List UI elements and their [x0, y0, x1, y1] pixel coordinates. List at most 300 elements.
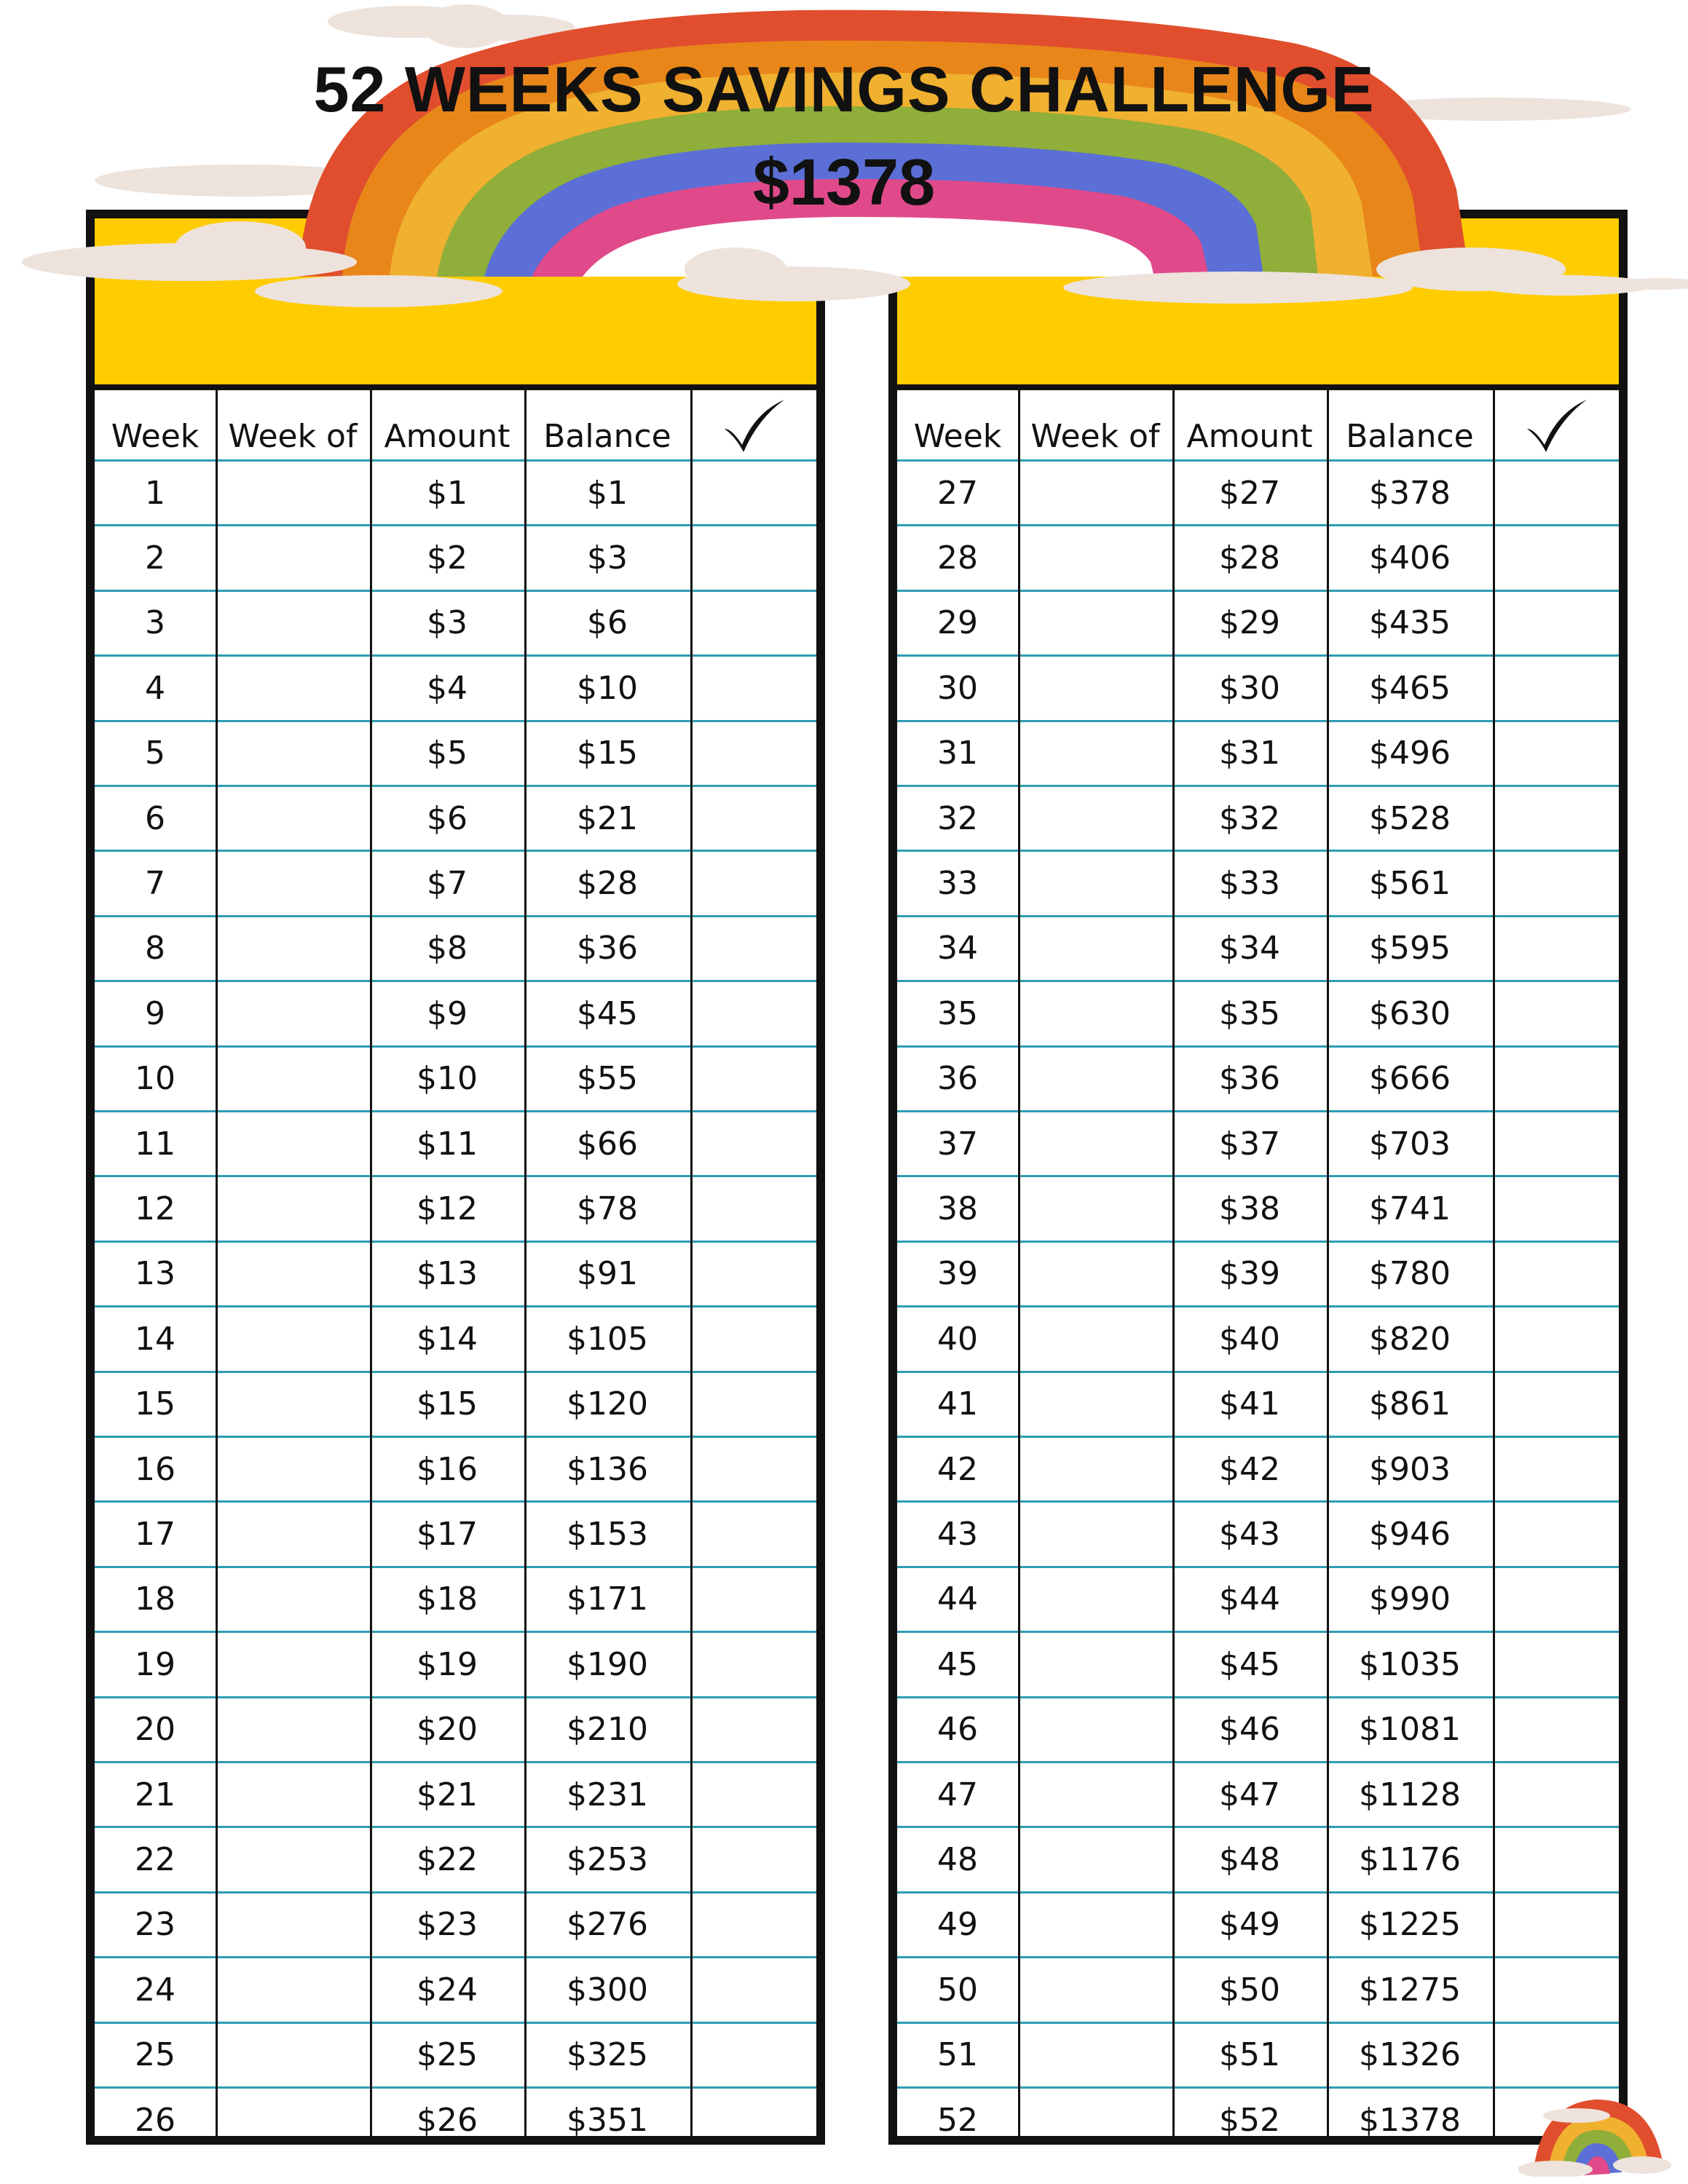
header-balance: Balance: [543, 418, 671, 455]
amount-cell: $47: [1219, 1776, 1280, 1813]
balance-cell: $820: [1369, 1320, 1451, 1358]
table-row: [95, 1568, 816, 1633]
table-row: [897, 1307, 1619, 1372]
check-cell[interactable]: [690, 1177, 816, 1240]
table-row: [897, 982, 1619, 1047]
amount-cell: $40: [1219, 1320, 1280, 1358]
amount-cell: $14: [417, 1320, 478, 1358]
week-cell: 28: [937, 539, 978, 577]
check-cell[interactable]: [690, 1633, 816, 1696]
check-cell[interactable]: [690, 1763, 816, 1826]
week-cell: 8: [145, 930, 165, 968]
table-row: [95, 1438, 816, 1503]
table-row: [95, 1307, 816, 1372]
amount-cell: $51: [1219, 2036, 1280, 2074]
week-cell: 26: [135, 2101, 175, 2139]
week-of-cell[interactable]: [1018, 1438, 1172, 1500]
check-cell[interactable]: [1493, 1958, 1619, 2021]
week-of-cell[interactable]: [216, 1958, 370, 2021]
balance-cell: $946: [1369, 1516, 1451, 1554]
check-cell[interactable]: [1493, 1438, 1619, 1500]
table-row: [95, 2024, 816, 2089]
check-cell[interactable]: [690, 1568, 816, 1631]
week-of-cell[interactable]: [216, 1048, 370, 1110]
week-of-cell[interactable]: [1018, 2024, 1172, 2086]
check-cell[interactable]: [690, 1698, 816, 1761]
check-cell[interactable]: [690, 1503, 816, 1565]
check-cell[interactable]: [690, 2024, 816, 2086]
check-cell[interactable]: [1493, 592, 1619, 654]
check-cell[interactable]: [690, 2089, 816, 2145]
balance-cell: $10: [577, 669, 638, 707]
week-of-cell[interactable]: [216, 722, 370, 785]
balance-cell: $153: [567, 1516, 648, 1554]
amount-cell: $39: [1219, 1255, 1280, 1293]
check-cell[interactable]: [1493, 1112, 1619, 1175]
week-of-cell[interactable]: [216, 1698, 370, 1761]
week-of-cell[interactable]: [1018, 1894, 1172, 1956]
week-of-cell[interactable]: [216, 1763, 370, 1826]
table-row: [95, 852, 816, 917]
week-of-cell[interactable]: [216, 2024, 370, 2086]
header-balance: Balance: [1346, 418, 1474, 455]
table-row: [897, 2089, 1619, 2145]
check-cell[interactable]: [690, 592, 816, 654]
check-cell[interactable]: [1493, 1698, 1619, 1761]
savings-table-weeks-1-26: [95, 390, 816, 2139]
week-cell: 3: [145, 604, 165, 642]
week-of-cell[interactable]: [216, 1633, 370, 1696]
week-cell: 11: [135, 1125, 175, 1163]
check-cell[interactable]: [1493, 1763, 1619, 1826]
table-row: [95, 722, 816, 787]
week-of-cell[interactable]: [1018, 852, 1172, 914]
week-of-cell[interactable]: [216, 1438, 370, 1500]
amount-cell: $32: [1219, 799, 1280, 837]
week-of-cell[interactable]: [216, 1112, 370, 1175]
table-row: [897, 1048, 1619, 1112]
week-cell: 14: [135, 1320, 175, 1358]
table-row: [95, 1048, 816, 1112]
header-amount: Amount: [1186, 418, 1313, 455]
balance-cell: $210: [567, 1711, 648, 1749]
check-cell[interactable]: [690, 1828, 816, 1891]
check-cell[interactable]: [690, 1438, 816, 1500]
table-row: [897, 1568, 1619, 1633]
page-title: 52 WEEKS SAVINGS CHALLENGE: [313, 53, 1375, 125]
week-of-cell[interactable]: [216, 1568, 370, 1631]
balance-cell: $1: [587, 474, 628, 512]
balance-cell: $903: [1369, 1450, 1451, 1488]
amount-cell: $28: [1219, 539, 1280, 577]
table-row: [95, 1958, 816, 2023]
amount-cell: $20: [417, 1711, 478, 1749]
balance-cell: $378: [1369, 474, 1451, 512]
check-cell[interactable]: [1493, 462, 1619, 524]
check-cell[interactable]: [1493, 917, 1619, 980]
check-cell[interactable]: [1493, 1503, 1619, 1565]
amount-cell: $43: [1219, 1516, 1280, 1554]
week-of-cell[interactable]: [1018, 982, 1172, 1045]
week-cell: 2: [145, 539, 165, 577]
week-of-cell[interactable]: [1018, 1503, 1172, 1565]
week-of-cell[interactable]: [216, 1307, 370, 1370]
week-of-cell[interactable]: [216, 462, 370, 524]
week-cell: 52: [937, 2101, 978, 2139]
table-row: [95, 1177, 816, 1242]
week-of-cell[interactable]: [1018, 462, 1172, 524]
week-cell: 20: [135, 1711, 175, 1749]
table-row: [897, 1177, 1619, 1242]
balance-cell: $276: [567, 1906, 648, 1944]
check-cell[interactable]: [690, 1112, 816, 1175]
balance-cell: $496: [1369, 735, 1451, 772]
left-savings-panel: [86, 210, 825, 2145]
week-of-cell[interactable]: [216, 592, 370, 654]
week-cell: 13: [135, 1255, 175, 1293]
table-row: [897, 462, 1619, 526]
week-cell: 51: [937, 2036, 978, 2074]
week-cell: 39: [937, 1255, 978, 1293]
week-cell: 44: [937, 1580, 978, 1618]
week-cell: 46: [937, 1711, 978, 1749]
table-row: [897, 1828, 1619, 1893]
week-of-cell[interactable]: [216, 2089, 370, 2145]
week-cell: 19: [135, 1645, 175, 1683]
balance-cell: $666: [1369, 1060, 1451, 1098]
week-of-cell[interactable]: [1018, 722, 1172, 785]
week-of-cell[interactable]: [216, 982, 370, 1045]
balance-cell: $861: [1369, 1385, 1451, 1423]
header-amount: Amount: [384, 418, 510, 455]
week-cell: 42: [937, 1450, 978, 1488]
check-cell[interactable]: [690, 1307, 816, 1370]
amount-cell: $42: [1219, 1450, 1280, 1488]
balance-cell: $1326: [1359, 2036, 1461, 2074]
week-cell: 16: [135, 1450, 175, 1488]
amount-cell: $19: [417, 1645, 478, 1683]
amount-cell: $44: [1219, 1580, 1280, 1618]
amount-cell: $4: [427, 669, 468, 707]
balance-cell: $435: [1369, 604, 1451, 642]
amount-cell: $16: [417, 1450, 478, 1488]
check-cell[interactable]: [690, 657, 816, 719]
balance-cell: $120: [567, 1385, 648, 1423]
week-cell: 29: [937, 604, 978, 642]
check-cell[interactable]: [690, 526, 816, 589]
week-cell: 45: [937, 1645, 978, 1683]
amount-cell: $15: [417, 1385, 478, 1423]
check-cell[interactable]: [1493, 1828, 1619, 1891]
week-of-cell[interactable]: [1018, 1828, 1172, 1891]
balance-cell: $1176: [1359, 1841, 1461, 1879]
column-divider: [1327, 390, 1329, 2136]
balance-cell: $21: [577, 799, 638, 837]
check-cell[interactable]: [690, 787, 816, 850]
check-cell[interactable]: [1493, 1894, 1619, 1956]
balance-cell: $780: [1369, 1255, 1451, 1293]
balance-cell: $91: [577, 1255, 638, 1293]
balance-cell: $45: [577, 994, 638, 1032]
balance-cell: $171: [567, 1580, 648, 1618]
balance-cell: $990: [1369, 1580, 1451, 1618]
amount-cell: $30: [1219, 669, 1280, 707]
week-of-cell[interactable]: [216, 526, 370, 589]
table-row: [95, 1763, 816, 1828]
amount-cell: $29: [1219, 604, 1280, 642]
balance-cell: $1128: [1359, 1776, 1461, 1813]
week-of-cell[interactable]: [1018, 592, 1172, 654]
week-cell: 9: [145, 994, 165, 1032]
check-cell[interactable]: [690, 982, 816, 1045]
check-cell[interactable]: [690, 462, 816, 524]
week-cell: 10: [135, 1060, 175, 1098]
check-cell[interactable]: [690, 722, 816, 785]
balance-cell: $630: [1369, 994, 1451, 1032]
week-of-cell[interactable]: [1018, 1763, 1172, 1826]
table-row: [95, 1633, 816, 1698]
week-cell: 36: [937, 1060, 978, 1098]
week-cell: 22: [135, 1841, 175, 1879]
week-cell: 34: [937, 930, 978, 968]
check-cell[interactable]: [1493, 1243, 1619, 1305]
balance-cell: $136: [567, 1450, 648, 1488]
balance-cell: $6: [587, 604, 628, 642]
balance-cell: $300: [567, 1971, 648, 2009]
check-cell[interactable]: [1493, 1633, 1619, 1696]
check-cell[interactable]: [1493, 852, 1619, 914]
table-row: [897, 1698, 1619, 1763]
amount-cell: $12: [417, 1190, 478, 1228]
amount-cell: $11: [417, 1125, 478, 1163]
check-cell[interactable]: [1493, 982, 1619, 1045]
week-of-cell[interactable]: [1018, 1633, 1172, 1696]
table-row: [897, 657, 1619, 721]
week-cell: 48: [937, 1841, 978, 1879]
week-of-cell[interactable]: [216, 1373, 370, 1436]
week-cell: 41: [937, 1385, 978, 1423]
amount-cell: $37: [1219, 1125, 1280, 1163]
check-cell[interactable]: [690, 1373, 816, 1436]
table-row: [897, 1503, 1619, 1567]
week-of-cell[interactable]: [216, 1177, 370, 1240]
table-row: [897, 1373, 1619, 1438]
check-cell[interactable]: [690, 1048, 816, 1110]
week-cell: 31: [937, 735, 978, 772]
week-of-cell[interactable]: [216, 1243, 370, 1305]
column-divider: [1018, 390, 1020, 2136]
amount-cell: $5: [427, 735, 468, 772]
amount-cell: $34: [1219, 930, 1280, 968]
table-row: [95, 1894, 816, 1958]
balance-cell: $528: [1369, 799, 1451, 837]
amount-cell: $10: [417, 1060, 478, 1098]
week-of-cell[interactable]: [1018, 1307, 1172, 1370]
week-of-cell[interactable]: [1018, 1958, 1172, 2021]
balance-cell: $1225: [1359, 1906, 1461, 1944]
table-row: [897, 526, 1619, 591]
week-cell: 38: [937, 1190, 978, 1228]
table-row: [95, 2089, 816, 2145]
table-row: [897, 1112, 1619, 1177]
week-of-cell[interactable]: [1018, 1048, 1172, 1110]
week-of-cell[interactable]: [1018, 787, 1172, 850]
balance-cell: $351: [567, 2101, 648, 2139]
table-row: [95, 1112, 816, 1177]
week-of-cell[interactable]: [1018, 1112, 1172, 1175]
amount-cell: $21: [417, 1776, 478, 1813]
check-cell[interactable]: [690, 917, 816, 980]
check-cell[interactable]: [1493, 1307, 1619, 1370]
week-cell: 23: [135, 1906, 175, 1944]
balance-cell: $1035: [1359, 1645, 1461, 1683]
week-cell: 1: [145, 474, 165, 512]
week-cell: 24: [135, 1971, 175, 2009]
table-row: [95, 592, 816, 657]
amount-cell: $46: [1219, 1711, 1280, 1749]
table-row: [897, 852, 1619, 917]
balance-cell: $1081: [1359, 1711, 1461, 1749]
check-cell[interactable]: [1493, 1568, 1619, 1631]
week-cell: 25: [135, 2036, 175, 2074]
table-row: [95, 787, 816, 852]
week-of-cell[interactable]: [1018, 2089, 1172, 2145]
check-cell[interactable]: [690, 1958, 816, 2021]
header-week: Week: [913, 418, 1002, 455]
week-of-cell[interactable]: [216, 657, 370, 719]
amount-cell: $2: [427, 539, 468, 577]
balance-cell: $1378: [1359, 2101, 1461, 2139]
table-row: [897, 2024, 1619, 2089]
week-cell: 5: [145, 735, 165, 772]
week-of-cell[interactable]: [216, 1828, 370, 1891]
check-cell[interactable]: [1493, 1373, 1619, 1436]
amount-cell: $7: [427, 865, 468, 903]
balance-cell: $105: [567, 1320, 648, 1358]
week-cell: 17: [135, 1516, 175, 1554]
check-cell[interactable]: [1493, 1048, 1619, 1110]
balance-cell: $741: [1369, 1190, 1451, 1228]
balance-cell: $78: [577, 1190, 638, 1228]
table-row: [95, 917, 816, 982]
table-row: [95, 462, 816, 526]
header-week-of: Week of: [228, 418, 358, 455]
table-row: [897, 1438, 1619, 1503]
week-of-cell[interactable]: [216, 1503, 370, 1565]
table-row: [95, 1828, 816, 1893]
balance-cell: $36: [577, 930, 638, 968]
amount-cell: $22: [417, 1841, 478, 1879]
table-row: [95, 1243, 816, 1307]
week-of-cell[interactable]: [1018, 1177, 1172, 1240]
week-of-cell[interactable]: [1018, 657, 1172, 719]
savings-table-weeks-27-52: [897, 390, 1619, 2139]
balance-cell: $253: [567, 1841, 648, 1879]
checkmark-icon: [1493, 390, 1619, 459]
balance-cell: $465: [1369, 669, 1451, 707]
balance-cell: $28: [577, 865, 638, 903]
balance-cell: $561: [1369, 865, 1451, 903]
column-divider: [524, 390, 526, 2136]
amount-cell: $41: [1219, 1385, 1280, 1423]
amount-cell: $33: [1219, 865, 1280, 903]
amount-cell: $50: [1219, 1971, 1280, 2009]
week-of-cell[interactable]: [216, 787, 370, 850]
balance-cell: $55: [577, 1060, 638, 1098]
check-cell[interactable]: [1493, 1177, 1619, 1240]
check-cell[interactable]: [690, 1894, 816, 1956]
small-rainbow-icon: [1518, 2089, 1671, 2177]
week-cell: 15: [135, 1385, 175, 1423]
amount-cell: $1: [427, 474, 468, 512]
amount-cell: $52: [1219, 2101, 1280, 2139]
week-of-cell[interactable]: [1018, 1698, 1172, 1761]
week-of-cell[interactable]: [1018, 1568, 1172, 1631]
check-cell[interactable]: [690, 1243, 816, 1305]
week-cell: 40: [937, 1320, 978, 1358]
balance-cell: $325: [567, 2036, 648, 2074]
table-row: [897, 1958, 1619, 2023]
amount-cell: $26: [417, 2101, 478, 2139]
week-cell: 37: [937, 1125, 978, 1163]
balance-cell: $703: [1369, 1125, 1451, 1163]
check-cell[interactable]: [1493, 526, 1619, 589]
checkmark-icon: [690, 390, 816, 459]
week-cell: 12: [135, 1190, 175, 1228]
week-of-cell[interactable]: [1018, 917, 1172, 980]
table-row: [95, 982, 816, 1047]
amount-cell: $48: [1219, 1841, 1280, 1879]
week-of-cell[interactable]: [1018, 526, 1172, 589]
check-cell[interactable]: [1493, 2024, 1619, 2086]
amount-cell: $36: [1219, 1060, 1280, 1098]
column-divider: [370, 390, 372, 2136]
column-divider: [1172, 390, 1175, 2136]
check-cell[interactable]: [1493, 657, 1619, 719]
amount-cell: $3: [427, 604, 468, 642]
week-of-cell[interactable]: [1018, 1373, 1172, 1436]
week-cell: 49: [937, 1906, 978, 1944]
amount-cell: $8: [427, 930, 468, 968]
check-cell[interactable]: [1493, 787, 1619, 850]
week-cell: 35: [937, 994, 978, 1032]
table-row: [897, 1763, 1619, 1828]
week-of-cell[interactable]: [216, 1894, 370, 1956]
balance-cell: $66: [577, 1125, 638, 1163]
balance-cell: $406: [1369, 539, 1451, 577]
total-amount: $1378: [752, 146, 936, 219]
table-row: [897, 1633, 1619, 1698]
week-of-cell[interactable]: [216, 917, 370, 980]
week-of-cell[interactable]: [216, 852, 370, 914]
balance-cell: $190: [567, 1645, 648, 1683]
week-cell: 27: [937, 474, 978, 512]
amount-cell: $13: [417, 1255, 478, 1293]
table-row: [95, 1503, 816, 1567]
column-divider: [216, 390, 218, 2136]
balance-cell: $595: [1369, 930, 1451, 968]
week-of-cell[interactable]: [1018, 1243, 1172, 1305]
amount-cell: $17: [417, 1516, 478, 1554]
amount-cell: $23: [417, 1906, 478, 1944]
amount-cell: $27: [1219, 474, 1280, 512]
table-header-row: [897, 390, 1619, 462]
check-cell[interactable]: [1493, 722, 1619, 785]
week-cell: 50: [937, 1971, 978, 2009]
table-row: [897, 1894, 1619, 1958]
check-cell[interactable]: [690, 852, 816, 914]
table-row: [897, 1243, 1619, 1307]
